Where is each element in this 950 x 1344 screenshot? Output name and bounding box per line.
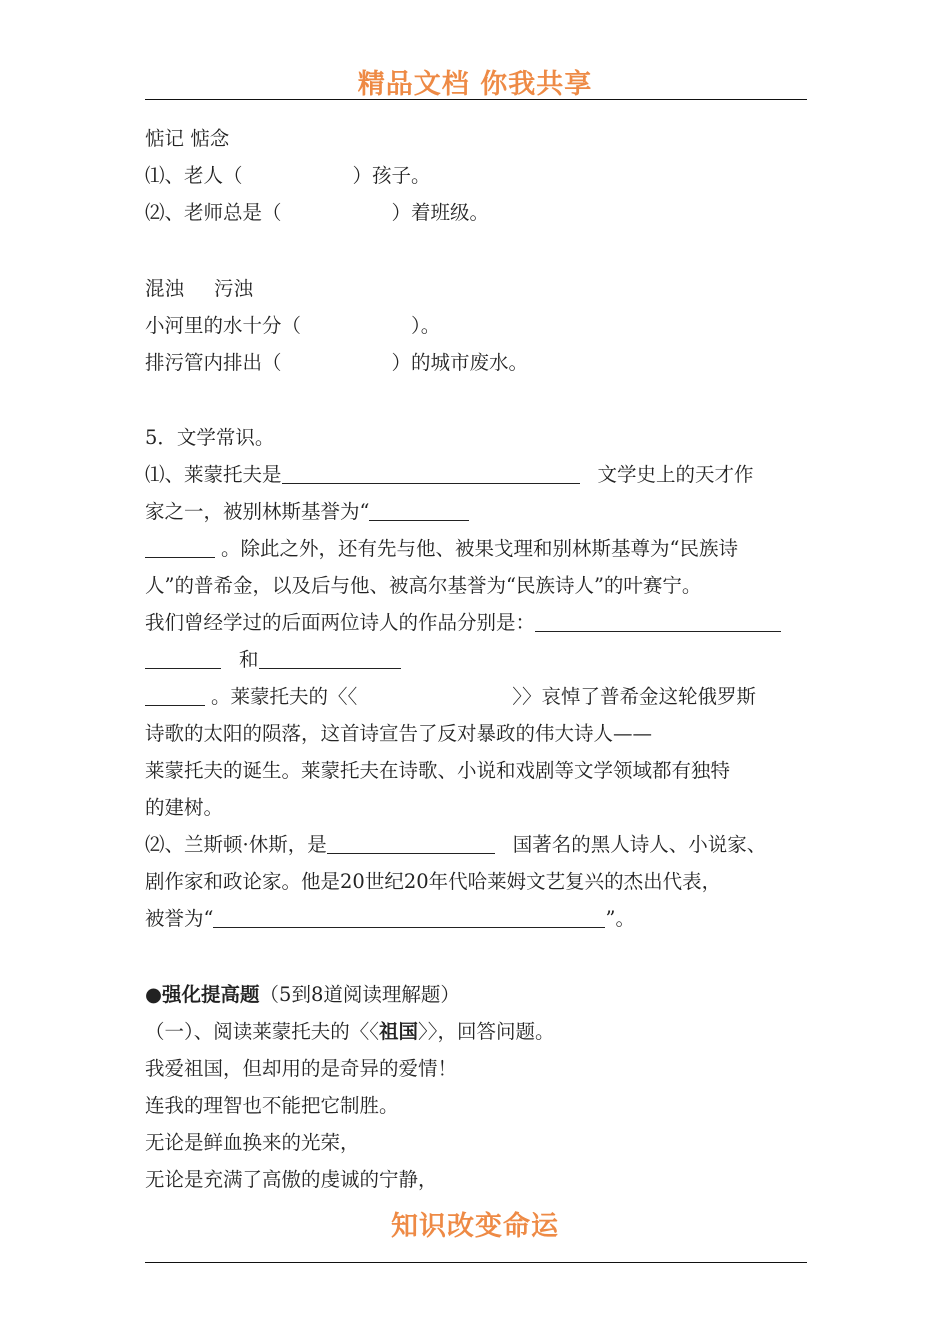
- text: 我们曾经学过的后面两位诗人的作品分别是：: [145, 611, 536, 634]
- poem-line-4: 无论是充满了高傲的虔诚的宁静，: [145, 1168, 438, 1191]
- q5-p1-line6: [145, 647, 401, 673]
- text: 〉〉，回答问题。: [418, 1020, 555, 1043]
- sentence-4-start: 排污管内排出（: [145, 351, 282, 374]
- fill-blank: [282, 463, 580, 484]
- q5-p1-line8: 诗歌的太阳的陨落，这首诗宣告了反对暴政的伟大诗人——: [145, 722, 653, 745]
- word-a: 混浊: [145, 277, 185, 300]
- reading-instruction: [145, 1019, 555, 1045]
- text: 。莱蒙托夫的〈〈: [211, 685, 358, 708]
- text: 。除此之外，还有先与他、被果戈理和别林斯基尊为“民族诗: [221, 537, 738, 560]
- fill-blank: [327, 833, 495, 854]
- sentence-1-end: ）孩子。: [352, 164, 431, 187]
- poem-line-1: 我爱祖国，但却用的是奇异的爱情！: [145, 1057, 458, 1080]
- footer-rule: [145, 1262, 807, 1263]
- word-b: 污浊: [214, 277, 254, 300]
- poem-line-3: 无论是鲜血换来的光荣，: [145, 1131, 360, 1154]
- sentence-3-start: 小河里的水十分（: [145, 314, 302, 337]
- q5-p1-line9: 莱蒙托夫的诞生。莱蒙托夫在诗歌、小说和戏剧等文学领域都有独特: [145, 759, 731, 782]
- reading-title: 祖国: [379, 1020, 419, 1043]
- q5-p1-line10: 的建树。: [145, 796, 224, 819]
- sentence-1-start: ⑴、老人（: [145, 164, 243, 187]
- word-pair-2: [145, 276, 253, 302]
- text: 被誉为“: [145, 907, 214, 930]
- word-pair-1: 惦记 惦念: [145, 127, 230, 150]
- text: ⑴、莱蒙托夫是: [145, 463, 282, 486]
- text: 和: [239, 648, 259, 671]
- text: 国著名的黑人诗人、小说家、: [512, 833, 767, 856]
- poem-line-2: 连我的理智也不能把它制胜。: [145, 1094, 399, 1117]
- header-rule: [145, 99, 807, 100]
- q5-p1-line5: [145, 610, 781, 636]
- q5-p1-line2: [145, 499, 469, 525]
- q5-p1-line1: [145, 462, 754, 488]
- q5-heading: 5．文学常识。: [145, 426, 275, 449]
- text: 文学史上的天才作: [597, 463, 754, 486]
- sentence-2-start: ⑵、老师总是（: [145, 201, 282, 224]
- sentence-4-end: ）的城市废水。: [391, 351, 529, 374]
- q5-p1-line3: [145, 536, 738, 562]
- fill-blank: [213, 907, 605, 928]
- fill-blank: [259, 648, 401, 669]
- sentence-3: [145, 313, 440, 339]
- q5-p1-line4: 人”的普希金，以及后与他、被高尔基誉为“民族诗人”的叶赛宁。: [145, 574, 702, 597]
- q5-p2-line2: 剧作家和政论家。他是20世纪20年代哈莱姆文艺复兴的杰出代表，: [145, 870, 722, 893]
- fill-blank: [145, 685, 205, 706]
- text: ”。: [605, 907, 635, 930]
- text: 〉〉哀悼了普希金这轮俄罗斯: [512, 685, 757, 708]
- q5-p2-line1: [145, 832, 766, 858]
- sentence-1: [145, 163, 431, 189]
- header-title: 精品文档 你我共享: [357, 69, 593, 100]
- section-heading: [145, 982, 460, 1008]
- sentence-2: [145, 200, 489, 226]
- fill-blank: [145, 537, 215, 558]
- sentence-2-end: ）着班级。: [391, 201, 490, 224]
- text: 家之一，被别林斯基誉为“: [145, 500, 370, 523]
- section-note: （5到8道阅读理解题）: [259, 983, 460, 1006]
- sentence-3-end: ）。: [411, 314, 441, 337]
- fill-blank: [535, 611, 781, 632]
- sentence-4: [145, 350, 528, 376]
- fill-blank: [369, 500, 469, 521]
- fill-blank: [145, 648, 221, 669]
- text: （一）、阅读莱蒙托夫的〈〈: [145, 1020, 380, 1043]
- text: ⑵、兰斯顿·休斯，是: [145, 833, 327, 856]
- q5-p1-line7: [145, 684, 756, 710]
- footer-title: 知识改变命运: [391, 1211, 559, 1242]
- section-title: 强化提高题: [162, 983, 260, 1006]
- q5-p2-line3: [145, 906, 635, 932]
- bullet-icon: ●: [145, 983, 163, 1006]
